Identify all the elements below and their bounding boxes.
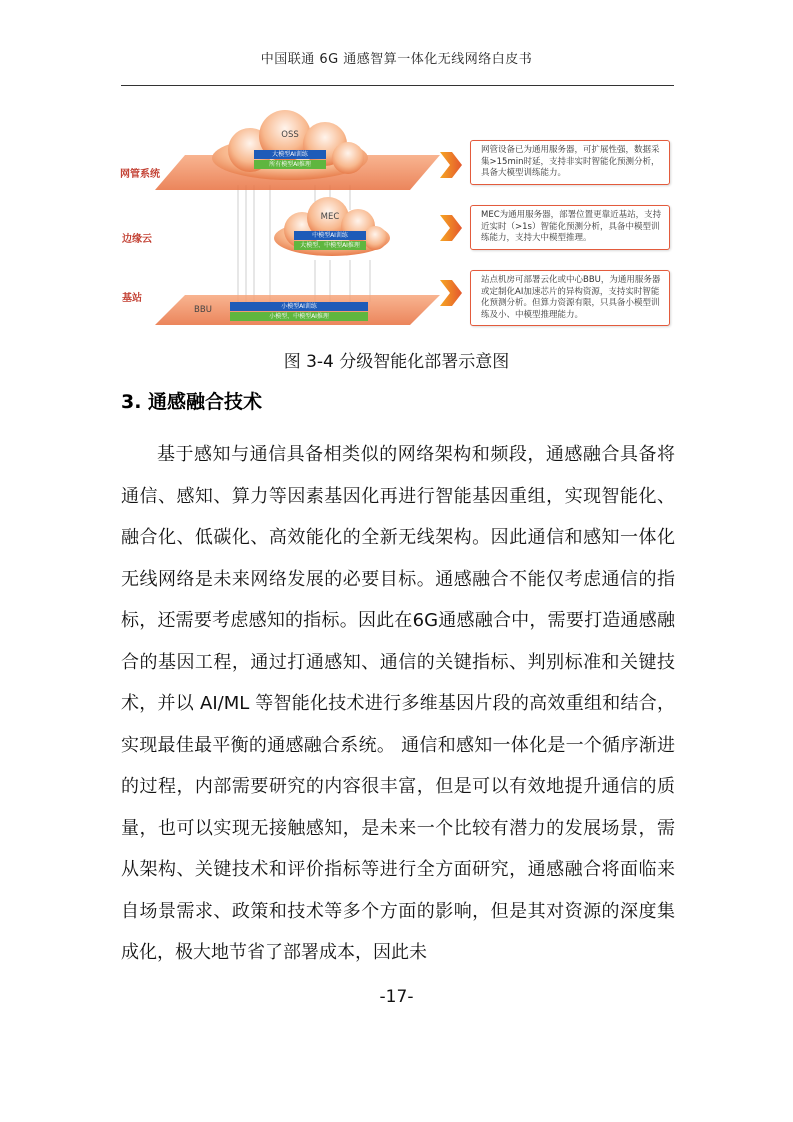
page-header: 中国联通 6G 通感智算一体化无线网络白皮书 (260, 52, 533, 67)
mec-bar-inference: 大模型、中模型AI推理 (294, 241, 366, 250)
oss-label: OSS (281, 130, 299, 140)
arrow-icon-3 (440, 280, 462, 306)
body-paragraph: 基于感知与通信具备相类似的网络架构和频段，通感融合具备将通信、感知、算力等因素基因化再进行智能基因重组，实现智能化、融合化、低碳化、高效能化的全新无线架构。因此通信和感知一体化无线网络是未来网络发展的必要目标。通感融合不能仅考虑通信的指标，还需要考虑感知的指标。因此在6G通感融合中，需要打造通感融合的基因工程，通过打通感知、通信的关键指标、判别标准和关键技术，并以 AI/ML 等智能化技术进行多维基因片段的高效重组和结合，实现最佳最平衡的通感融合系统。 通信和感知一体化是一个循序渐进的过程，内部需要研究的内容很丰富，但是可以有效地提升通信的质量，也可以实现无接触感知，是未来一个比较有潜力的发展场景，需从架构、关键技术和评价指标等进行全方面研究，通感融合将面临来自场景需求、政策和技术等多个方面的影响，但是其对资源的深度集成化，极大地节省了部署成本，因此未 (121, 444, 675, 963)
figure-caption: 图 3-4 分级智能化部署示意图 (283, 352, 510, 372)
arrow-icon-1 (440, 152, 462, 178)
bbu-bar-training: 小模型AI训练 (230, 302, 368, 311)
oss-bar-training: 大模型AI训练 (254, 150, 326, 159)
description-box-bs: 站点机房可部署云化或中心BBU，为通用服务器或定制化AI加速芯片的异构资源，支持实时智能化预测分析。但算力资源有限，只具备小模型训练及小、中模型推理能力。 (470, 270, 670, 326)
section-title: 3. 通感融合技术 (121, 391, 263, 413)
layer-label-bs: 基站 (122, 293, 142, 304)
oss-bar-inference: 所有模型AI推理 (254, 160, 326, 169)
mec-bar-training: 中模型AI训练 (294, 231, 366, 240)
header-divider (121, 85, 674, 86)
page-number: -17- (379, 987, 414, 1007)
arrow-icon-2 (440, 215, 462, 241)
layer-label-edge: 边缘云 (122, 234, 152, 245)
mec-label: MEC (320, 212, 340, 222)
description-box-edge: MEC为通用服务器，部署位置更靠近基站，支持近实时（>1s）智能化预测分析，具备中模型训练能力，支持大中模型推理。 (470, 205, 670, 250)
bbu-bar-inference: 小模型、中模型AI推理 (230, 312, 368, 321)
deployment-figure (110, 110, 690, 335)
layer-label-nms: 网管系统 (120, 169, 160, 180)
oss-cloud (212, 110, 368, 180)
bbu-label: BBU (194, 305, 212, 315)
description-box-nms: 网管设备已为通用服务器，可扩展性强，数据采集>15min时延，支持非实时智能化预测分析，具备大模型训练能力。 (470, 140, 670, 185)
